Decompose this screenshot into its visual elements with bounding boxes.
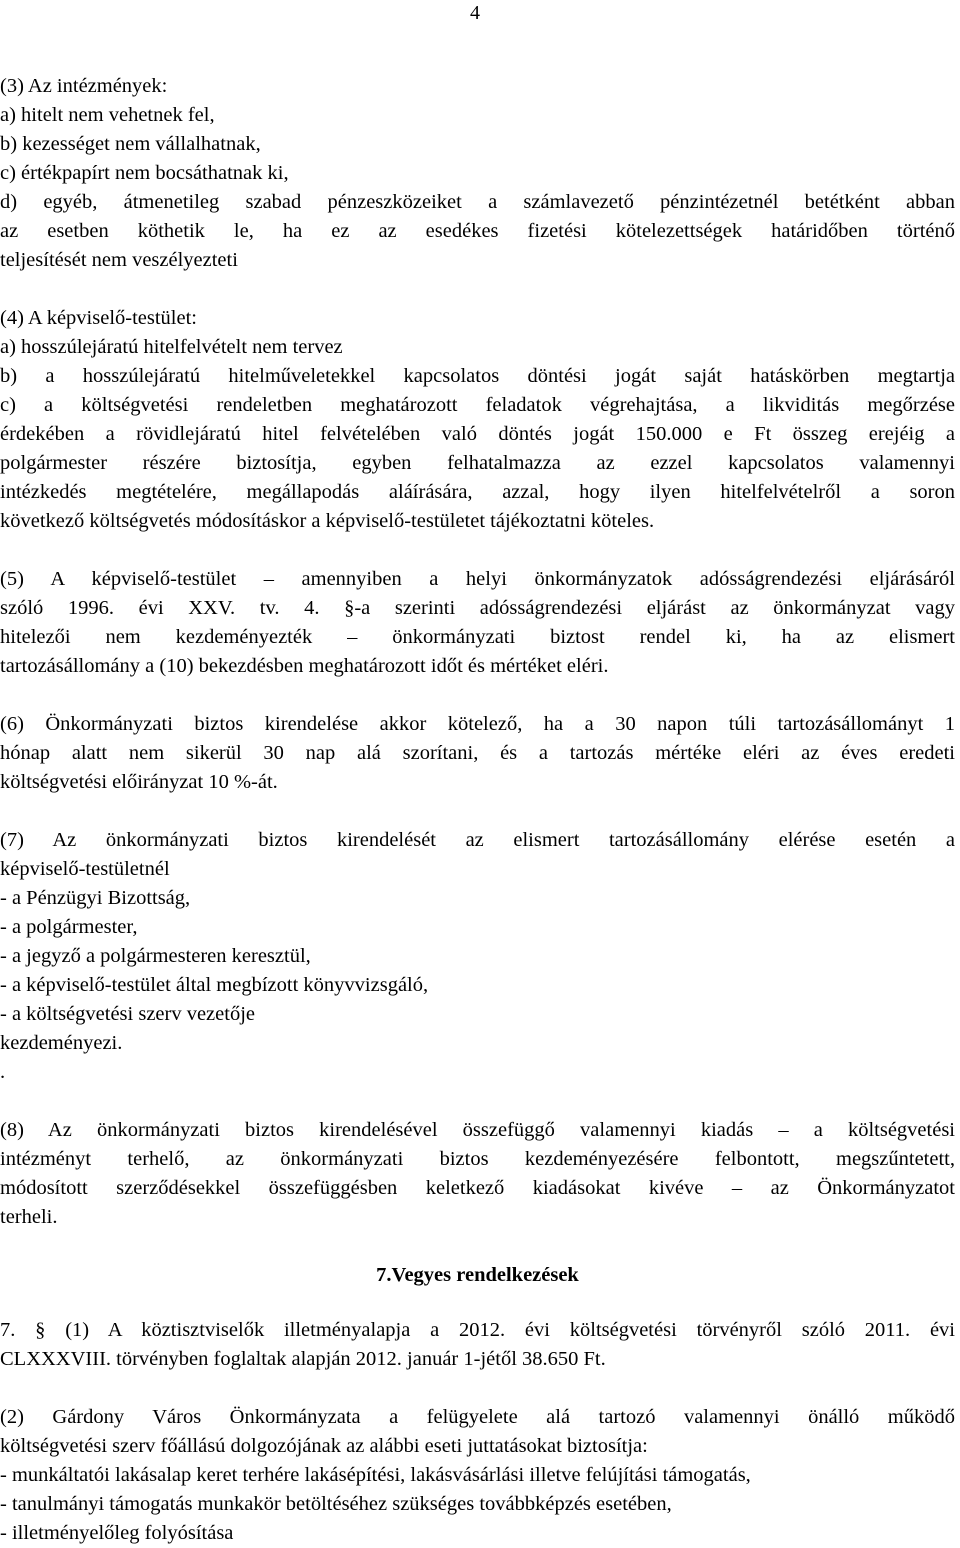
page-number: 4: [470, 2, 480, 24]
text-line: - illetményelőleg folyósítása: [0, 1522, 234, 1544]
text-line: módosított szerződésekkel összefüggésben keletkező kiadásokat kivéve – az Önkormányzatot: [0, 1177, 955, 1199]
text-line: intézkedés megtételére, megállapodás aláírására, azzal, hogy ilyen hitelfelvételről a soron: [0, 481, 955, 503]
text-line: következő költségvetés módosításkor a képviselő-testületet tájékoztatni köteles.: [0, 510, 655, 532]
text-line: intézményt terhelő, az önkormányzati biztos kezdeményezésére felbontott, megszűntetett,: [0, 1148, 955, 1170]
paragraph-s6: [0, 710, 955, 797]
text-line: teljesítését nem veszélyezteti: [0, 249, 238, 271]
text-line: kezdeményezi.: [0, 1032, 123, 1054]
text-line: (7) Az önkormányzati biztos kirendelését az elismert tartozásállomány elérése esetén a: [0, 829, 955, 851]
text-line: költségvetési előirányzat 10 %-át.: [0, 771, 278, 793]
text-line: (6) Önkormányzati biztos kirendelése akkor kötelező, ha a 30 napon túli tartozásállományt 1: [0, 713, 955, 735]
text-line: hitelezői nem kezdeményezték – önkormányzati biztost rendel ki, ha az elismert: [0, 626, 955, 648]
text-line: - munkáltatói lakásalap keret terhére lakásépítési, lakásvásárlási illetve felújítási támogatás,: [0, 1464, 751, 1486]
document-body: [0, 72, 955, 1548]
text-line: költségvetési szerv főállású dolgozójának az alábbi eseti juttatásokat biztosítja:: [0, 1435, 648, 1457]
text-line: - a jegyző a polgármesteren keresztül,: [0, 945, 311, 967]
paragraph-p7-2: [0, 1403, 955, 1548]
sections-after-heading: [0, 1316, 955, 1548]
text-line: (5) A képviselő-testület – amennyiben a helyi önkormányzatok adósságrendezési eljárásáról: [0, 568, 955, 590]
paragraph-spacer: [0, 536, 955, 565]
text-line: a) hosszúlejáratú hitelfelvételt nem tervez: [0, 336, 343, 358]
text-line: (2) Gárdony Város Önkormányzata a felügyelete alá tartozó valamennyi önálló működő: [0, 1406, 955, 1428]
text-line: - a polgármester,: [0, 916, 138, 938]
paragraph-spacer: [0, 275, 955, 304]
spacer: [0, 1232, 955, 1261]
paragraph-spacer: [0, 681, 955, 710]
text-line: - a Pénzügyi Bizottság,: [0, 887, 191, 909]
text-line: d) egyéb, átmenetileg szabad pénzeszközeiket a számlavezető pénzintézetnél betétként abban: [0, 191, 955, 213]
paragraph-s5: [0, 565, 955, 681]
text-line: (3) Az intézmények:: [0, 75, 168, 97]
text-line: terheli.: [0, 1206, 58, 1228]
text-line: (4) A képviselő-testület:: [0, 307, 197, 329]
text-line: képviselő-testületnél: [0, 858, 170, 880]
text-line: CLXXXVIII. törvényben foglaltak alapján 2012. január 1-jétől 38.650 Ft.: [0, 1348, 606, 1370]
text-line: polgármester részére biztosítja, egyben felhatalmazza az ezzel kapcsolatos valamennyi: [0, 452, 955, 474]
text-line: érdekében a rövidlejáratú hitel felvételében való döntés jogát 150.000 e Ft összeg erejéig a: [0, 423, 955, 445]
spacer: [0, 1290, 955, 1316]
text-line: az esetben köthetik le, ha ez az esedékes fizetési kötelezettségek határidőben történő: [0, 220, 955, 242]
text-line: a) hitelt nem vehetnek fel,: [0, 104, 215, 126]
text-line: .: [0, 1061, 6, 1083]
text-line: (8) Az önkormányzati biztos kirendelésével összefüggő valamennyi kiadás – a költségvetési: [0, 1119, 955, 1141]
paragraph-p7-1: [0, 1316, 955, 1374]
paragraph-spacer: [0, 1374, 955, 1403]
paragraph-s3: [0, 72, 955, 275]
text-line: c) a költségvetési rendeletben meghatározott feladatok végrehajtása, a likviditás megőrzése: [0, 394, 955, 416]
paragraph-spacer: [0, 1087, 955, 1116]
section-heading: 7.Vegyes rendelkezések: [376, 1264, 579, 1286]
text-line: b) kezességet nem vállalhatnak,: [0, 133, 261, 155]
text-line: b) a hosszúlejáratú hitelműveletekkel kapcsolatos döntési jogát saját hatáskörben megtartja: [0, 365, 955, 387]
text-line: 7. § (1) A köztisztviselők illetményalapja a 2012. évi költségvetési törvényről szóló 2011. évi: [0, 1319, 955, 1341]
text-line: - a képviselő-testület által megbízott könyvvizsgáló,: [0, 974, 429, 996]
paragraph-s8: [0, 1116, 955, 1232]
text-line: hónap alatt nem sikerül 30 nap alá szorítani, és a tartozás mértéke eléri az éves eredeti: [0, 742, 955, 764]
paragraph-spacer: [0, 797, 955, 826]
text-line: c) értékpapírt nem bocsáthatnak ki,: [0, 162, 289, 184]
paragraph-s7: [0, 826, 955, 1087]
text-line: - a költségvetési szerv vezetője: [0, 1003, 255, 1025]
text-line: - tanulmányi támogatás munkakör betöltéséhez szükséges továbbképzés esetében,: [0, 1493, 672, 1515]
text-line: szóló 1996. évi XXV. tv. 4. §-a szerinti adósságrendezési eljárást az önkormányzat vagy: [0, 597, 955, 619]
text-line: tartozásállomány a (10) bekezdésben meghatározott időt és mértéket eléri.: [0, 655, 609, 677]
sections-before-heading: [0, 72, 955, 1232]
paragraph-s4: [0, 304, 955, 536]
